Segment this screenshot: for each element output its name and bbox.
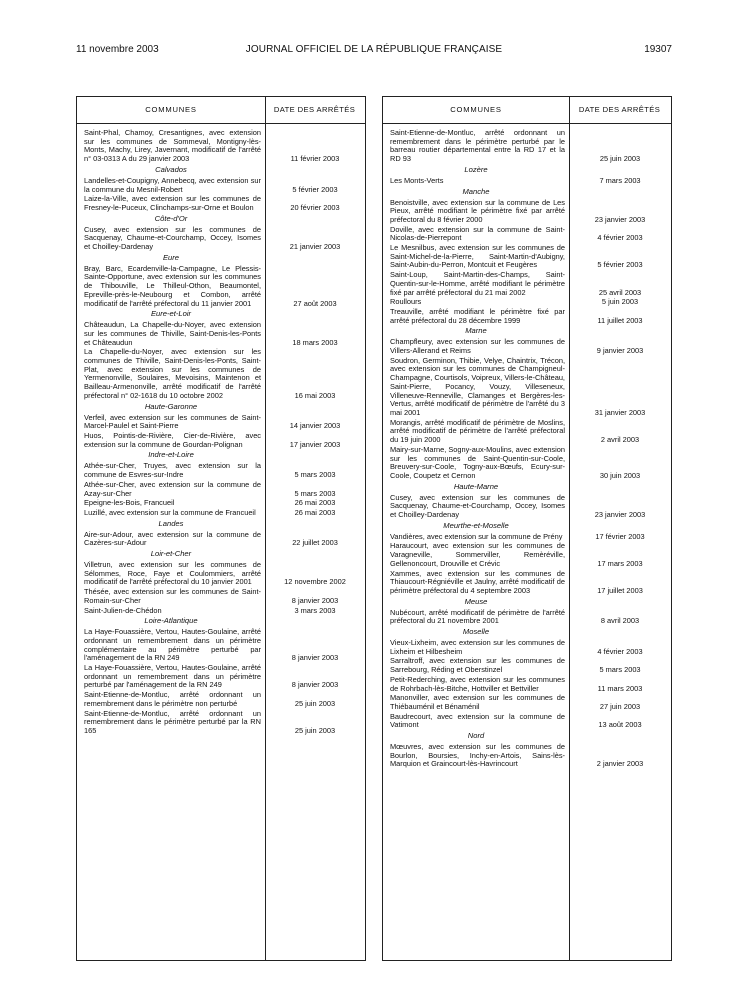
left-table-body — [77, 129, 365, 737]
communes-header: COMMUNES — [450, 105, 502, 114]
table-row — [77, 414, 365, 431]
commune-entry: Laize-la-Ville, avec extension sur les communes de Fresney-le-Puceux, Clinchamps-sur-Orne et Boulon — [84, 194, 261, 212]
commune-entry: Athée-sur-Cher, Truyes, avec extension sur la commune de Esvres-sur-Indre — [84, 461, 261, 480]
table-row — [77, 177, 365, 194]
arrete-date: 8 avril 2003 — [600, 616, 640, 626]
department-heading: Côte-d'Or — [154, 213, 188, 223]
department-heading: Meurthe-et-Moselle — [443, 520, 509, 530]
issue-date: 11 novembre 2003 — [76, 44, 159, 55]
arrete-date: 5 juin 2003 — [601, 297, 639, 307]
table-row — [383, 542, 671, 568]
table-row — [383, 338, 671, 355]
table-row — [383, 743, 671, 769]
table-row — [77, 561, 365, 587]
table-row — [383, 694, 671, 711]
date-header: DATE DES ARRÊTÉS — [578, 105, 661, 114]
table-row — [383, 419, 671, 445]
department-heading: Marne — [465, 326, 487, 336]
table-row — [383, 446, 671, 481]
table-row — [77, 499, 365, 508]
left-table — [76, 96, 366, 961]
arrete-date: 3 mars 2003 — [294, 605, 336, 615]
commune-entry: Xammes, avec extension sur les communes de Thiaucourt-Régniéville et Jaulny, arrêté modificatif de périmètre préfectoral du 4 septembre 2003 — [390, 568, 565, 595]
table-row — [77, 348, 365, 400]
arrete-date: 8 janvier 2003 — [291, 680, 339, 690]
table-row — [383, 308, 671, 325]
page-number: 19307 — [644, 44, 672, 55]
table-row — [383, 713, 671, 730]
commune-entry: Champfleury, avec extension sur les communes de Villers-Allerand et Reims — [390, 337, 565, 356]
commune-entry: Cusey, avec extension sur les communes de Sacquenay, Chaume-et-Courchamp, Occey, Isomes et Choilley-Dardenay — [390, 492, 565, 520]
table-row — [383, 271, 671, 297]
header-divider — [77, 123, 365, 124]
arrete-date: 27 juin 2003 — [599, 701, 641, 711]
table-row — [77, 321, 365, 347]
commune-entry: Cusey, avec extension sur les communes de Sacquenay, Chaume-et-Courchamp, Occey, Isomes et Choilley-Dardenay — [84, 224, 261, 252]
arrete-date: 2 avril 2003 — [600, 435, 640, 445]
table-row — [77, 607, 365, 616]
department-heading: Loir-et-Cher — [150, 549, 192, 559]
arrete-date: 26 mai 2003 — [294, 498, 336, 508]
arrete-date: 25 avril 2003 — [598, 287, 642, 297]
communes-header: COMMUNES — [145, 105, 197, 114]
commune-entry: Mœuvres, avec extension sur les communes de Bourlon, Boursies, Inchy-en-Artois, Sains-lès-Marquion et Graincourt-lès-Havrincourt — [390, 742, 565, 769]
page-header — [76, 44, 672, 58]
table-row — [383, 494, 671, 520]
arrete-date: 9 janvier 2003 — [596, 346, 644, 356]
department-heading: Manche — [462, 186, 490, 196]
table-row — [77, 691, 365, 708]
arrete-date: 5 mars 2003 — [599, 665, 641, 675]
commune-entry: Benoistville, avec extension sur la commune de Les Pieux, arrêté modifiant le périmètre fixé par arrêté préfectoral du 8 février 2000 — [390, 197, 565, 224]
commune-entry: Les Monts-Verts — [390, 175, 444, 185]
commune-entry: Luzillé, avec extension sur la commune de Francueil — [84, 507, 256, 517]
commune-entry: Manonviller, avec extension sur les communes de Thiébauménil et Bénaménil — [390, 693, 565, 711]
commune-entry: Haraucourt, avec extension sur les communes de Varagneville, Sommerviller, Remèréville, Gellenoncourt, Drouville et Crévic — [390, 541, 565, 568]
arrete-date: 7 mars 2003 — [599, 175, 641, 185]
table-row — [383, 657, 671, 674]
table-row — [383, 570, 671, 596]
arrete-date: 17 juillet 2003 — [597, 585, 643, 595]
table-row — [77, 481, 365, 498]
arrete-date: 25 juin 2003 — [294, 725, 336, 735]
department-heading: Meuse — [464, 596, 488, 606]
commune-entry: Saint-Etienne-de-Montluc, arrêté ordonnant un remembrement dans le périmètre perturbé par la RN 165 — [84, 708, 261, 735]
arrete-date: 27 août 2003 — [293, 298, 337, 308]
commune-entry: Baudrecourt, avec extension sur la commune de Vatimont — [390, 711, 565, 730]
table-row — [383, 357, 671, 418]
commune-entry: Saint-Etienne-de-Montluc, arrêté ordonnant un remembrement dans le périmètre perturbé par le barreau routier départemental entre la RD 17 et la RD 93 — [390, 128, 565, 164]
commune-entry: Verfeil, avec extension sur les communes de Saint-Marcel-Paulel et Saint-Pierre — [84, 412, 261, 431]
arrete-date: 17 janvier 2003 — [289, 439, 341, 449]
arrete-date: 25 juin 2003 — [599, 154, 641, 164]
department-heading: Nord — [467, 731, 485, 741]
arrete-date: 22 juillet 2003 — [292, 538, 338, 548]
arrete-date: 16 mai 2003 — [294, 390, 336, 400]
arrete-date: 17 mars 2003 — [597, 558, 643, 568]
commune-entry: Nubécourt, arrêté modificatif de périmètre de l'arrêté préfectoral du 21 novembre 2001 — [390, 607, 565, 626]
table-row — [77, 265, 365, 309]
department-heading: Indre-et-Loire — [148, 450, 194, 460]
arrete-date: 2 janvier 2003 — [596, 759, 644, 769]
commune-entry: Epeigne-les-Bois, Francueil — [84, 498, 175, 508]
commune-entry: Saint-Phal, Chamoy, Cresantignes, avec extension sur les communes de Sommeval, Montigny-lès-Monts, Machy, Lirey, Javernant, modificatif de l'arrêté n° 03-0313 A du 29 janvier 2003 — [84, 128, 261, 164]
commune-entry: Châteaudun, La Chapelle-du-Noyer, avec extension sur les communes de Thiville, Saint-Denis-les-Ponts et Châteaudun — [84, 320, 261, 347]
arrete-date: 12 novembre 2002 — [284, 577, 346, 587]
table-row — [77, 710, 365, 736]
table-row — [77, 588, 365, 605]
date-header: DATE DES ARRÊTÉS — [273, 105, 356, 114]
department-heading: Haute-Marne — [453, 481, 499, 491]
commune-entry: Saint-Loup, Saint-Martin-des-Champs, Saint-Quentin-sur-le-Homme, arrêté modifiant le périmètre fixé par arrêté préfectoral du 21 mai 2002 — [390, 270, 565, 297]
arrete-date: 11 février 2003 — [290, 154, 340, 164]
commune-entry: Landelles-et-Coupigny, Annebecq, avec extension sur la commune du Mesnil-Robert — [84, 175, 261, 194]
arrete-date: 23 janvier 2003 — [594, 214, 646, 224]
commune-entry: Saint-Julien-de-Chédon — [84, 605, 162, 615]
arrete-date: 30 juin 2003 — [599, 470, 641, 480]
arrete-date: 18 mars 2003 — [292, 337, 338, 347]
commune-entry: Petit-Rederching, avec extension sur les communes de Rohrbach-lès-Bitche, Hottviller et Bettviller — [390, 674, 565, 693]
commune-entry: Huos, Pointis-de-Rivière, Cier-de-Rivière, avec extension sur la commune de Gourdan-Polignan — [84, 430, 261, 449]
commune-entry: Morangis, arrêté modificatif de périmètre de Moslins, arrêté modificatif de périmètre de l'arrêté préfectoral du 19 juin 2000 — [390, 417, 565, 445]
arrete-date: 25 juin 2003 — [294, 698, 336, 708]
table-row — [77, 195, 365, 212]
arrete-date: 5 mars 2003 — [294, 488, 336, 498]
commune-entry: Saint-Etienne-de-Montluc, arrêté ordonnant un remembrement dans le périmètre non perturbé — [84, 690, 261, 708]
table-row — [383, 177, 671, 186]
table-row — [383, 533, 671, 542]
arrete-date: 8 janvier 2003 — [291, 653, 339, 663]
journal-title: JOURNAL OFFICIEL DE LA RÉPUBLIQUE FRANÇAISE — [245, 44, 503, 55]
table-row — [383, 244, 671, 270]
arrete-date: 21 janvier 2003 — [289, 242, 341, 252]
department-heading: Moselle — [462, 627, 490, 637]
department-heading: Eure-et-Loir — [150, 309, 192, 319]
department-heading: Lozère — [464, 164, 488, 174]
arrete-date: 8 janvier 2003 — [291, 595, 339, 605]
commune-entry: La Chapelle-du-Noyer, avec extension sur les communes de Thiville, Saint-Denis-les-Ponts, Saint-Plat, avec extension sur les communes de Yermenonville, Soulaires, Mevoisins, Maintenon et Bailleau-Armenonville, arrêté modificatif de l'arrêté préfectoral n° 02-1618 du 10 octobre 2002 — [84, 347, 261, 400]
arrete-date: 11 juillet 2003 — [597, 315, 643, 325]
commune-entry: Vieux-Lixheim, avec extension sur les communes de Lixheim et Hilbesheim — [390, 638, 565, 656]
department-heading: Landes — [158, 518, 184, 528]
header-divider — [383, 123, 671, 124]
arrete-date: 4 février 2003 — [597, 233, 643, 243]
department-heading: Calvados — [155, 164, 187, 174]
commune-entry: Roullours — [390, 297, 422, 307]
commune-entry: Soudron, Germinon, Thibie, Velye, Chaintrix, Trécon, avec extension sur les communes de Champigneul-Champagne, Courtisols, Voipreux, Villers-le-Château, Saint-Pierre, Pocancy, Vouzy, Villeseneux, Villeneuve-Renneville, Clamanges et Bergères-les-Vertus, arrêté modificatif de périmètre de l'arrêté du 3 mai 2001 — [390, 355, 565, 417]
arrete-date: 14 janvier 2003 — [289, 421, 341, 431]
commune-entry: Doville, avec extension sur la commune de Saint-Nicolas-de-Pierrepont — [390, 224, 565, 243]
arrete-date: 23 janvier 2003 — [594, 510, 646, 520]
table-row — [383, 129, 671, 164]
table-row — [383, 676, 671, 693]
table-row — [383, 226, 671, 243]
commune-entry: Treauville, arrêté modifiant le périmètre fixé par arrêté préfectoral du 28 décembre 1999 — [390, 306, 565, 325]
right-table — [382, 96, 672, 961]
arrete-date: 4 février 2003 — [597, 646, 643, 656]
table-row — [383, 609, 671, 626]
table-row — [77, 531, 365, 548]
commune-entry: La Haye-Fouassière, Vertou, Hautes-Goulaine, arrêté ordonnant un remembrement dans un périmètre perturbé par l'aménagement de la RN 249 — [84, 663, 261, 690]
commune-entry: Bray, Barc, Ecardenville-la-Campagne, Le Plessis-Sainte-Opportune, avec extension sur les communes de Thibouville, Le Thilleul-Othon, Beaumontel, Epreville-près-le-Neubourg et Combon, arrêté modificatif de l'arrêté préfectoral du 11 janvier 2001 — [84, 263, 261, 308]
arrete-date: 11 mars 2003 — [597, 683, 643, 693]
arrete-date: 31 janvier 2003 — [594, 407, 646, 417]
commune-entry: La Haye-Fouassière, Vertou, Hautes-Goulaine, arrêté ordonnant un remembrement dans un périmètre complémentaire au périmètre perturbé par l'aménagement de la RN 249 — [84, 627, 261, 663]
table-row — [77, 664, 365, 690]
department-heading: Loire-Atlantique — [144, 616, 198, 626]
commune-entry: Le Mesnilbus, avec extension sur les communes de Saint-Michel-de-la-Pierre, Saint-Martin-d'Aubigny, Saint-Aubin-du-Perron, Montcuit et Feugères — [390, 243, 565, 270]
commune-entry: Athée-sur-Cher, avec extension sur la commune de Azay-sur-Cher — [84, 479, 261, 498]
table-row — [77, 129, 365, 164]
department-heading: Haute-Garonne — [144, 401, 198, 411]
table-row — [77, 432, 365, 449]
arrete-date: 17 février 2003 — [595, 531, 645, 541]
commune-entry: Sarraltroff, avec extension sur les communes de Sarrebourg, Réding et Oberstinzel — [390, 656, 565, 675]
arrete-date: 26 mai 2003 — [294, 507, 336, 517]
commune-entry: Villetrun, avec extension sur les communes de Sélommes, Roce, Faye et Coulommiers, arrêté modificatif de l'arrêté préfectoral du 10 janvier 2001 — [84, 560, 261, 587]
table-row — [383, 199, 671, 225]
table-row — [383, 298, 671, 307]
commune-entry: Vandières, avec extension sur la commune de Prény — [390, 531, 563, 541]
arrete-date: 20 février 2003 — [290, 202, 340, 212]
arrete-date: 5 février 2003 — [292, 184, 338, 194]
commune-entry: Thésée, avec extension sur les communes de Saint-Romain-sur-Cher — [84, 587, 261, 605]
arrete-date: 5 mars 2003 — [294, 470, 336, 480]
table-row — [77, 509, 365, 518]
table-row — [77, 226, 365, 252]
table-row — [383, 639, 671, 656]
commune-entry: Aire-sur-Adour, avec extension sur la commune de Cazères-sur-Adour — [84, 529, 261, 548]
commune-entry: Mairy-sur-Marne, Sogny-aux-Moulins, avec extension sur les communes de Saint-Quentin-sur-Coole, Breuvery-sur-Coole, Togny-aux-Bœufs, Ecury-sur-Coole, Coupetz et Cernon — [390, 444, 565, 480]
right-table-body — [383, 129, 671, 770]
arrete-date: 13 août 2003 — [598, 720, 642, 730]
arrete-date: 5 février 2003 — [597, 260, 643, 270]
department-heading: Eure — [162, 252, 180, 262]
table-row — [77, 628, 365, 663]
table-row — [77, 462, 365, 479]
